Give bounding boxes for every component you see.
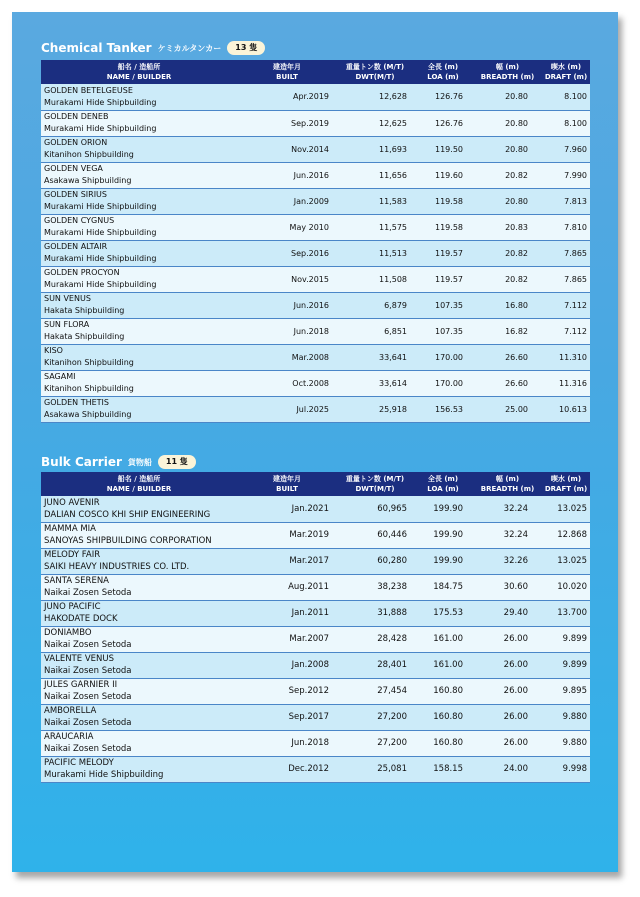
ship-name: JUNO AVENIR (44, 497, 100, 508)
ship-name: VALENTE VENUS (44, 654, 114, 664)
bulk-carrier-table (41, 472, 590, 783)
ship-name: GOLDEN DENEB (44, 112, 109, 121)
col-dwt: 重量トン数 (M/T) DWT(M/T) (337, 472, 413, 496)
dwt-value: 11,583 (337, 188, 413, 214)
ship-name: GOLDEN PROCYON (44, 268, 120, 277)
ship-cell (41, 214, 237, 240)
chemical-tanker-heading (41, 41, 265, 55)
breadth-value: 20.82 (473, 162, 542, 188)
dwt-value: 6,851 (337, 318, 413, 344)
built-date: Sep.2019 (237, 110, 337, 136)
dwt-value: 11,693 (337, 136, 413, 162)
draft-value: 7.112 (542, 292, 590, 318)
ship-name: GOLDEN VEGA (44, 164, 103, 173)
breadth-value: 16.82 (473, 318, 542, 344)
dwt-value: 12,628 (337, 84, 413, 110)
ship-name: AMBORELLA (44, 706, 97, 716)
draft-value: 13.700 (542, 600, 590, 626)
draft-value: 13.025 (542, 548, 590, 574)
built-date: Mar.2008 (237, 344, 337, 370)
dwt-value: 33,641 (337, 344, 413, 370)
loa-value: 199.90 (413, 548, 473, 574)
loa-value: 156.53 (413, 396, 473, 422)
built-date: Nov.2014 (237, 136, 337, 162)
dwt-value: 38,238 (337, 574, 413, 600)
loa-value: 158.15 (413, 756, 473, 782)
built-date: Jul.2025 (237, 396, 337, 422)
table-row (41, 496, 590, 522)
loa-value: 107.35 (413, 318, 473, 344)
built-date: Jun.2016 (237, 292, 337, 318)
dwt-value: 25,081 (337, 756, 413, 782)
loa-value: 199.90 (413, 496, 473, 522)
ship-name: ARAUCARIA (44, 732, 94, 742)
ship-cell (41, 162, 237, 188)
draft-value: 9.880 (542, 704, 590, 730)
dwt-value: 25,918 (337, 396, 413, 422)
loa-value: 119.50 (413, 136, 473, 162)
draft-value: 8.100 (542, 84, 590, 110)
draft-value: 13.025 (542, 496, 590, 522)
breadth-value: 20.80 (473, 110, 542, 136)
table-row (41, 84, 590, 110)
table-row (41, 136, 590, 162)
built-date: Sep.2017 (237, 704, 337, 730)
ship-name: MAMMA MIA (44, 524, 96, 534)
table-row (41, 370, 590, 396)
dwt-value: 11,513 (337, 240, 413, 266)
col-draft: 喫水 (m) DRAFT (m) (542, 60, 590, 84)
built-date: Jun.2018 (237, 730, 337, 756)
table-row (41, 548, 590, 574)
ship-builder: Asakawa Shipbuilding (44, 410, 132, 419)
ship-name: MELODY FAIR (44, 550, 101, 560)
table-row (41, 162, 590, 188)
built-date: Mar.2007 (237, 626, 337, 652)
draft-value: 7.865 (542, 240, 590, 266)
ship-cell (41, 548, 237, 574)
ship-cell (41, 266, 237, 292)
ship-builder: Murakami Hide Shipbuilding (44, 202, 157, 211)
draft-value: 11.316 (542, 370, 590, 396)
breadth-value: 26.00 (473, 678, 542, 704)
draft-value: 9.998 (542, 756, 590, 782)
ship-name: PACIFIC MELODY (44, 758, 114, 768)
draft-value: 7.810 (542, 214, 590, 240)
loa-value: 119.57 (413, 240, 473, 266)
table-row (41, 396, 590, 422)
ship-name: JUNO PACIFIC (44, 602, 101, 612)
ship-cell (41, 626, 237, 652)
breadth-value: 20.80 (473, 84, 542, 110)
built-date: Oct.2008 (237, 370, 337, 396)
draft-value: 7.112 (542, 318, 590, 344)
loa-value: 175.53 (413, 600, 473, 626)
ship-builder: Murakami Hide Shipbuilding (44, 280, 157, 289)
ship-name: SUN FLORA (44, 320, 90, 329)
dwt-value: 31,888 (337, 600, 413, 626)
table-row (41, 522, 590, 548)
ship-cell (41, 600, 237, 626)
table-row (41, 600, 590, 626)
bulk-carrier-heading (41, 455, 196, 469)
ship-builder: Naikai Zosen Setoda (44, 744, 132, 754)
col-breadth: 幅 (m) BREADTH (m) (473, 472, 542, 496)
draft-value: 9.899 (542, 626, 590, 652)
built-date: Nov.2015 (237, 266, 337, 292)
breadth-value: 26.60 (473, 344, 542, 370)
table-row (41, 110, 590, 136)
breadth-value: 32.24 (473, 496, 542, 522)
table-row (41, 266, 590, 292)
breadth-value: 32.24 (473, 522, 542, 548)
table-row (41, 652, 590, 678)
ship-builder: Naikai Zosen Setoda (44, 718, 132, 728)
ship-cell (41, 704, 237, 730)
ship-name: GOLDEN CYGNUS (44, 216, 115, 225)
col-dwt: 重量トン数 (M/T) DWT(M/T) (337, 60, 413, 84)
ship-builder: Kitanihon Shipbuilding (44, 150, 134, 159)
draft-value: 7.813 (542, 188, 590, 214)
ship-name: JULES GARNIER II (44, 680, 118, 690)
draft-value: 7.960 (542, 136, 590, 162)
ship-builder: Naikai Zosen Setoda (44, 692, 132, 702)
dwt-value: 11,508 (337, 266, 413, 292)
built-date: Mar.2019 (237, 522, 337, 548)
built-date: Jun.2016 (237, 162, 337, 188)
table-row (41, 292, 590, 318)
dwt-value: 28,428 (337, 626, 413, 652)
draft-value: 7.990 (542, 162, 590, 188)
col-loa: 全長 (m) LOA (m) (413, 60, 473, 84)
ship-builder: DALIAN COSCO KHI SHIP ENGINEERING (44, 509, 211, 520)
draft-value: 9.880 (542, 730, 590, 756)
ship-cell (41, 188, 237, 214)
breadth-value: 16.80 (473, 292, 542, 318)
ship-name: SUN VENUS (44, 294, 91, 303)
ship-builder: Naikai Zosen Setoda (44, 666, 132, 676)
draft-value: 9.899 (542, 652, 590, 678)
draft-value: 10.613 (542, 396, 590, 422)
draft-value: 8.100 (542, 110, 590, 136)
breadth-value: 20.82 (473, 266, 542, 292)
breadth-value: 20.80 (473, 136, 542, 162)
loa-value: 161.00 (413, 626, 473, 652)
breadth-value: 26.00 (473, 730, 542, 756)
ship-builder: Murakami Hide Shipbuilding (44, 124, 157, 133)
breadth-value: 24.00 (473, 756, 542, 782)
ship-cell (41, 756, 237, 782)
ship-cell (41, 110, 237, 136)
ship-cell (41, 678, 237, 704)
built-date: Mar.2017 (237, 548, 337, 574)
loa-value: 170.00 (413, 344, 473, 370)
table-row (41, 678, 590, 704)
draft-value: 7.865 (542, 266, 590, 292)
table-row (41, 626, 590, 652)
col-name: 船名 / 造船所 NAME / BUILDER (41, 472, 237, 496)
table-row (41, 756, 590, 782)
built-date: Jan.2011 (237, 600, 337, 626)
ship-cell (41, 496, 237, 522)
table-row (41, 188, 590, 214)
section-title: Bulk Carrier (41, 455, 122, 469)
ship-cell (41, 84, 237, 110)
ship-name: DONIAMBO (44, 628, 92, 638)
table-row (41, 318, 590, 344)
vessel-count-badge: 11 隻 (158, 455, 196, 469)
dwt-value: 12,625 (337, 110, 413, 136)
ship-cell (41, 730, 237, 756)
dwt-value: 27,200 (337, 730, 413, 756)
breadth-value: 20.82 (473, 240, 542, 266)
dwt-value: 6,879 (337, 292, 413, 318)
ship-builder: Hakata Shipbuilding (44, 332, 125, 341)
breadth-value: 26.00 (473, 652, 542, 678)
breadth-value: 20.83 (473, 214, 542, 240)
table-header (41, 60, 590, 84)
loa-value: 119.58 (413, 214, 473, 240)
dwt-value: 60,965 (337, 496, 413, 522)
built-date: Jan.2008 (237, 652, 337, 678)
ship-builder: Murakami Hide Shipbuilding (44, 770, 164, 780)
ship-name: KISO (44, 346, 63, 355)
table-row (41, 730, 590, 756)
dwt-value: 60,446 (337, 522, 413, 548)
ship-builder: SANOYAS SHIPBUILDING CORPORATION (44, 536, 212, 546)
section-title: Chemical Tanker (41, 41, 152, 55)
dwt-value: 33,614 (337, 370, 413, 396)
dwt-value: 11,575 (337, 214, 413, 240)
loa-value: 119.60 (413, 162, 473, 188)
vessel-count-badge: 13 隻 (227, 41, 265, 55)
draft-value: 12.868 (542, 522, 590, 548)
ship-builder: Kitanihon Shipbuilding (44, 384, 134, 393)
col-loa: 全長 (m) LOA (m) (413, 472, 473, 496)
built-date: May 2010 (237, 214, 337, 240)
section-title-jp: ケミカルタンカー (157, 43, 222, 53)
ship-name: GOLDEN SIRIUS (44, 190, 107, 199)
ship-cell (41, 240, 237, 266)
ship-builder: Kitanihon Shipbuilding (44, 358, 134, 367)
loa-value: 170.00 (413, 370, 473, 396)
ship-cell (41, 574, 237, 600)
draft-value: 9.895 (542, 678, 590, 704)
breadth-value: 26.00 (473, 704, 542, 730)
ship-cell (41, 292, 237, 318)
ship-builder: SAIKI HEAVY INDUSTRIES CO. LTD. (44, 562, 190, 572)
col-breadth: 幅 (m) BREADTH (m) (473, 60, 542, 84)
loa-value: 160.80 (413, 704, 473, 730)
draft-value: 11.310 (542, 344, 590, 370)
breadth-value: 20.80 (473, 188, 542, 214)
built-date: Jan.2021 (237, 496, 337, 522)
ship-cell (41, 136, 237, 162)
built-date: Dec.2012 (237, 756, 337, 782)
ship-cell (41, 344, 237, 370)
breadth-value: 26.00 (473, 626, 542, 652)
draft-value: 10.020 (542, 574, 590, 600)
table-row (41, 574, 590, 600)
built-date: Apr.2019 (237, 84, 337, 110)
loa-value: 160.80 (413, 678, 473, 704)
table-row (41, 704, 590, 730)
loa-value: 119.57 (413, 266, 473, 292)
breadth-value: 29.40 (473, 600, 542, 626)
col-draft: 喫水 (m) DRAFT (m) (542, 472, 590, 496)
loa-value: 184.75 (413, 574, 473, 600)
col-built: 建造年月 BUILT (237, 472, 337, 496)
ship-builder: Asakawa Shipbuilding (44, 176, 132, 185)
ship-builder: Naikai Zosen Setoda (44, 640, 132, 650)
loa-value: 160.80 (413, 730, 473, 756)
loa-value: 199.90 (413, 522, 473, 548)
table-row (41, 344, 590, 370)
ship-builder: Hakata Shipbuilding (44, 306, 125, 315)
ship-name: GOLDEN THETIS (44, 398, 109, 407)
ship-name: GOLDEN ORION (44, 138, 108, 147)
ship-builder: Murakami Hide Shipbuilding (44, 97, 157, 107)
table-header (41, 472, 590, 496)
breadth-value: 25.00 (473, 396, 542, 422)
ship-cell (41, 370, 237, 396)
ship-name: GOLDEN BETELGEUSE (44, 85, 133, 95)
dwt-value: 27,454 (337, 678, 413, 704)
ship-cell (41, 396, 237, 422)
dwt-value: 11,656 (337, 162, 413, 188)
breadth-value: 26.60 (473, 370, 542, 396)
ship-name: SAGAMI (44, 372, 76, 381)
dwt-value: 28,401 (337, 652, 413, 678)
loa-value: 126.76 (413, 84, 473, 110)
built-date: Sep.2012 (237, 678, 337, 704)
col-built: 建造年月 BUILT (237, 60, 337, 84)
ship-cell (41, 652, 237, 678)
built-date: Jan.2009 (237, 188, 337, 214)
ship-builder: Naikai Zosen Setoda (44, 588, 132, 598)
loa-value: 126.76 (413, 110, 473, 136)
built-date: Sep.2016 (237, 240, 337, 266)
ship-cell (41, 318, 237, 344)
ship-builder: Murakami Hide Shipbuilding (44, 228, 157, 237)
ship-builder: Murakami Hide Shipbuilding (44, 254, 157, 263)
ship-builder: HAKODATE DOCK (44, 614, 118, 624)
breadth-value: 30.60 (473, 574, 542, 600)
table-row (41, 240, 590, 266)
built-date: Aug.2011 (237, 574, 337, 600)
ship-name: GOLDEN ALTAIR (44, 242, 108, 251)
breadth-value: 32.26 (473, 548, 542, 574)
chemical-tanker-table (41, 60, 590, 423)
table-row (41, 214, 590, 240)
built-date: Jun.2018 (237, 318, 337, 344)
section-title-jp: 貨物船 (127, 457, 152, 467)
loa-value: 107.35 (413, 292, 473, 318)
loa-value: 119.58 (413, 188, 473, 214)
dwt-value: 27,200 (337, 704, 413, 730)
col-name: 船名 / 造船所 NAME / BUILDER (41, 60, 237, 84)
ship-cell (41, 522, 237, 548)
loa-value: 161.00 (413, 652, 473, 678)
ship-name: SANTA SERENA (44, 576, 109, 586)
dwt-value: 60,280 (337, 548, 413, 574)
